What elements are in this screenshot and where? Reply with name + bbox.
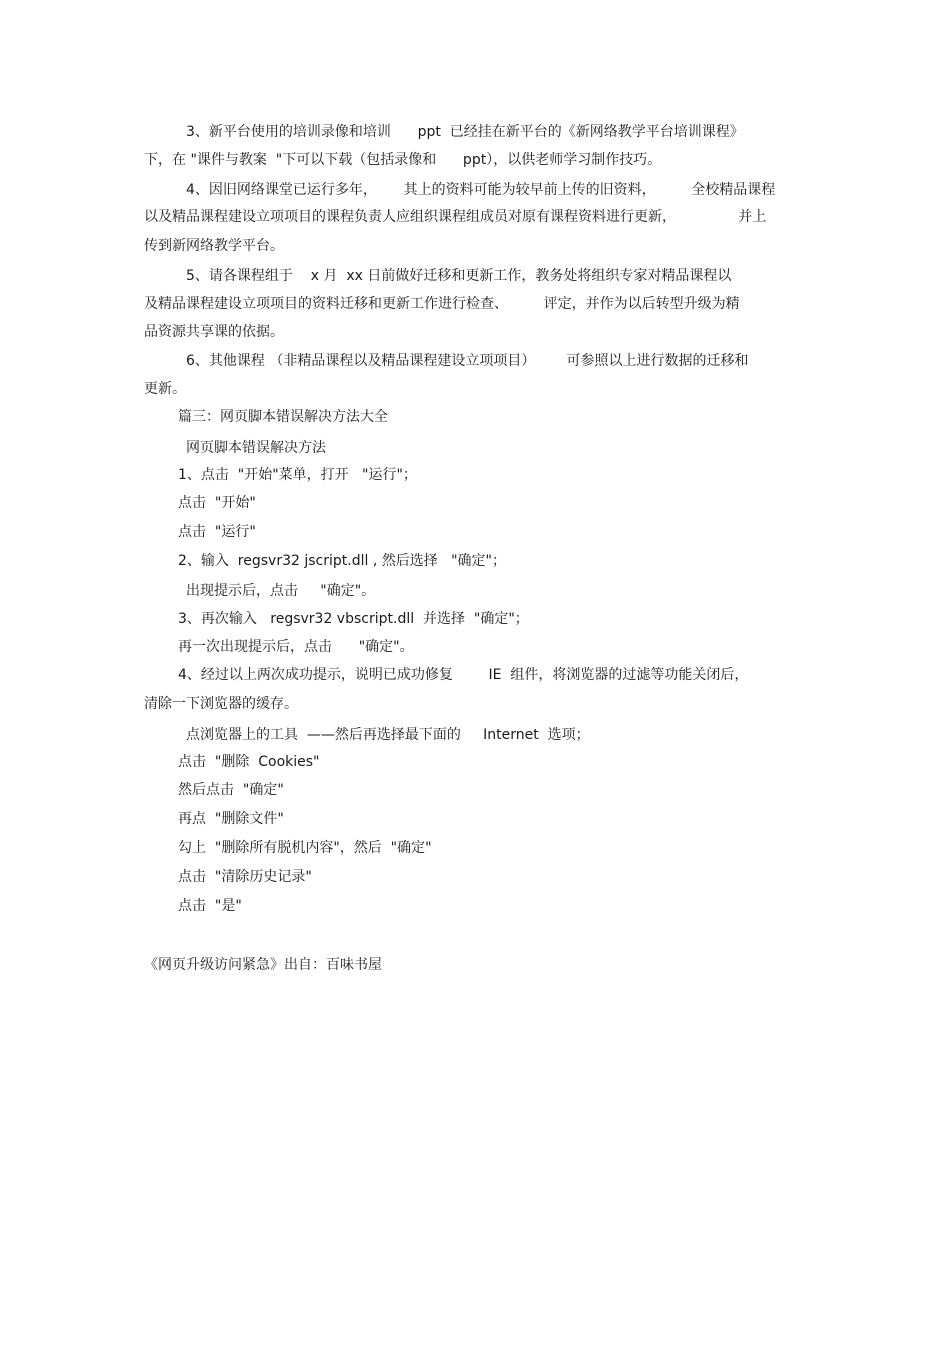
step-1-detail-a: 点击 "开始": [178, 495, 256, 511]
paragraph-5-line-1: 5、请各课程组于 x 月 xx 日前做好迁移和更新工作，教务处将组织专家对精品课程以: [186, 268, 732, 284]
paragraph-5-line-2: 及精品课程建设立项项目的资料迁移和更新工作进行检查、 评定，并作为以后转型升级为精: [144, 296, 740, 312]
step-3-detail: 再一次出现提示后，点击 "确定"。: [178, 639, 414, 655]
browser-tools-step: 点浏览器上的工具 ——然后再选择最下面的 Internet 选项；: [186, 727, 590, 743]
paragraph-6-line-1: 6、其他课程 （非精品课程以及精品课程建设立项项目） 可参照以上进行数据的迁移和: [186, 353, 749, 369]
clear-history-step: 点击 "清除历史记录": [178, 869, 312, 885]
step-3: 3、再次输入 regsvr32 vbscript.dll 并选择 "确定"；: [178, 611, 529, 627]
paragraph-4-line-2: 以及精品课程建设立项项目的课程负责人应组织课程组成员对原有课程资料进行更新， 并上: [144, 209, 767, 225]
step-1-detail-b: 点击 "运行": [178, 524, 256, 540]
paragraph-5-line-3: 品资源共享课的依据。: [144, 324, 284, 340]
step-4-line-1: 4、经过以上两次成功提示，说明已成功修复 IE 组件，将浏览器的过滤等功能关闭后，: [178, 667, 749, 683]
confirm-step-a: 然后点击 "确定": [178, 782, 284, 798]
delete-cookies-step: 点击 "删除 Cookies": [178, 754, 320, 770]
paragraph-4-line-1: 4、因旧网络课堂已运行多年， 其上的资料可能为较早前上传的旧资料， 全校精品课程: [186, 182, 776, 198]
paragraph-6-line-2: 更新。: [144, 381, 186, 397]
delete-offline-content-step: 勾上 "删除所有脱机内容"，然后 "确定": [178, 840, 432, 856]
paragraph-3-line-2: 下，在 "课件与教案 "下可以下载（包括录像和 ppt），以供老师学习制作技巧。: [144, 152, 662, 168]
step-1: 1、点击 "开始"菜单，打开 "运行"；: [178, 467, 417, 483]
confirm-yes-step: 点击 "是": [178, 898, 242, 914]
step-2-detail: 出现提示后，点击 "确定"。: [186, 583, 376, 599]
delete-files-step: 再点 "删除文件": [178, 811, 284, 827]
paragraph-3-line-1: 3、新平台使用的培训录像和培训 ppt 已经挂在新平台的《新网络教学平台培训课程》: [186, 124, 744, 140]
step-4-line-2: 清除一下浏览器的缓存。: [144, 696, 298, 712]
paragraph-4-line-3: 传到新网络教学平台。: [144, 238, 284, 254]
step-2: 2、输入 regsvr32 jscript.dll , 然后选择 "确定"；: [178, 553, 506, 569]
source-note: 《网页升级访问紧急》出自：百味书屋: [144, 957, 382, 973]
section-title: 篇三：网页脚本错误解决方法大全: [178, 409, 388, 425]
section-subtitle: 网页脚本错误解决方法: [186, 440, 326, 456]
